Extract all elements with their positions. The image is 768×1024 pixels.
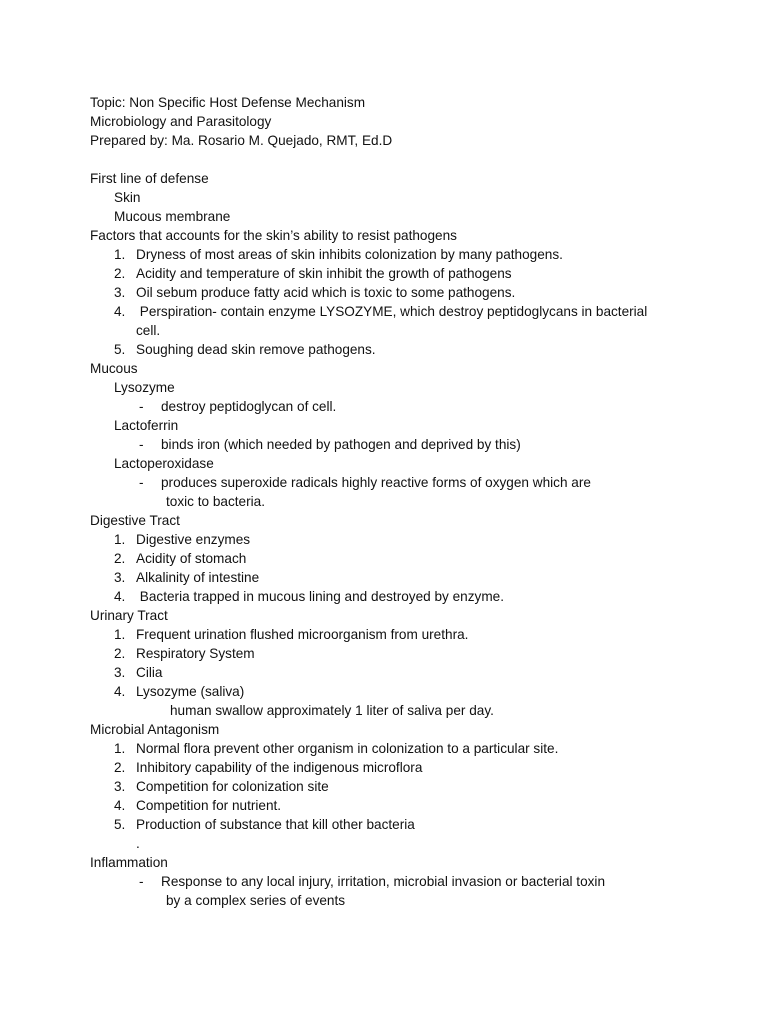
inflammation-desc bbox=[139, 872, 605, 891]
list-item bbox=[114, 663, 162, 682]
list-number: 2. bbox=[114, 646, 126, 661]
mucous-heading: Mucous bbox=[90, 361, 138, 376]
list-text: Oil sebum produce fatty acid which is toxic to some pathogens. bbox=[136, 285, 516, 300]
lactoferrin-label: Lactoferrin bbox=[114, 418, 179, 433]
skin-factors-heading: Factors that accounts for the skin’s ability to resist pathogens bbox=[90, 228, 457, 243]
desc-text: produces superoxide radicals highly reactive forms of oxygen which are bbox=[161, 475, 591, 490]
list-item bbox=[114, 796, 281, 815]
bullet-dash: - bbox=[139, 874, 144, 889]
lactoperoxidase-continuation: toxic to bacteria. bbox=[166, 494, 265, 509]
list-text: Acidity of stomach bbox=[136, 551, 247, 566]
list-item-continuation: cell. bbox=[136, 323, 161, 338]
inflammation-continuation: by a complex series of events bbox=[166, 893, 346, 908]
list-number: 2. bbox=[114, 760, 126, 775]
list-number: 3. bbox=[114, 570, 126, 585]
saliva-note: human swallow approximately 1 liter of saliva per day. bbox=[170, 703, 494, 718]
desc-text: binds iron (which needed by pathogen and deprived by this) bbox=[161, 437, 521, 452]
list-number: 4. bbox=[114, 798, 126, 813]
desc-text: destroy peptidoglycan of cell. bbox=[161, 399, 337, 414]
list-number: 3. bbox=[114, 665, 126, 680]
list-number: 5. bbox=[114, 342, 126, 357]
list-item bbox=[114, 587, 504, 606]
list-text: Soughing dead skin remove pathogens. bbox=[136, 342, 376, 357]
list-text: Acidity and temperature of skin inhibit the growth of pathogens bbox=[136, 266, 512, 281]
bullet-dash: - bbox=[139, 399, 144, 414]
list-item bbox=[114, 815, 415, 834]
list-text: Digestive enzymes bbox=[136, 532, 251, 547]
list-item bbox=[114, 644, 255, 663]
list-text: Frequent urination flushed microorganism from urethra. bbox=[136, 627, 469, 642]
prepared-by-line: Prepared by: Ma. Rosario M. Quejado, RMT, Ed.D bbox=[90, 133, 393, 148]
subject-line: Microbiology and Parasitology bbox=[90, 114, 272, 129]
list-number: 1. bbox=[114, 741, 126, 756]
lactoperoxidase-desc bbox=[139, 473, 591, 492]
trailing-dot: . bbox=[136, 836, 140, 851]
list-item bbox=[114, 568, 259, 587]
list-number: 4. bbox=[114, 304, 126, 319]
list-number: 4. bbox=[114, 684, 126, 699]
bullet-dash: - bbox=[139, 475, 144, 490]
list-text: Lysozyme (saliva) bbox=[136, 684, 245, 699]
lysozyme-label: Lysozyme bbox=[114, 380, 175, 395]
list-number: 3. bbox=[114, 779, 126, 794]
list-text: Perspiration- contain enzyme LYSOZYME, which destroy peptidoglycans in bacterial bbox=[136, 304, 648, 319]
list-item bbox=[114, 682, 244, 701]
list-number: 4. bbox=[114, 589, 126, 604]
antagonism-heading: Microbial Antagonism bbox=[90, 722, 220, 737]
first-line-heading: First line of defense bbox=[90, 171, 209, 186]
list-item bbox=[114, 739, 558, 758]
list-text: Production of substance that kill other bacteria bbox=[136, 817, 415, 832]
list-number: 5. bbox=[114, 817, 126, 832]
list-item bbox=[114, 549, 246, 568]
list-item bbox=[114, 340, 376, 359]
list-number: 2. bbox=[114, 266, 126, 281]
list-text: Competition for nutrient. bbox=[136, 798, 282, 813]
first-line-item-skin: Skin bbox=[114, 190, 141, 205]
list-text: Respiratory System bbox=[136, 646, 255, 661]
list-text: Inhibitory capability of the indigenous microflora bbox=[136, 760, 423, 775]
desc-text: Response to any local injury, irritation, microbial invasion or bacterial toxin bbox=[161, 874, 606, 889]
list-item bbox=[114, 625, 468, 644]
list-text: Normal flora prevent other organism in colonization to a particular site. bbox=[136, 741, 559, 756]
list-text: Dryness of most areas of skin inhibits colonization by many pathogens. bbox=[136, 247, 563, 262]
digestive-heading: Digestive Tract bbox=[90, 513, 180, 528]
lysozyme-desc bbox=[139, 397, 336, 416]
list-item bbox=[114, 530, 250, 549]
lactoperoxidase-label: Lactoperoxidase bbox=[114, 456, 214, 471]
list-item bbox=[114, 777, 329, 796]
list-item bbox=[114, 245, 563, 264]
lactoferrin-desc bbox=[139, 435, 521, 454]
list-number: 2. bbox=[114, 551, 126, 566]
inflammation-heading: Inflammation bbox=[90, 855, 168, 870]
list-item bbox=[114, 758, 422, 777]
list-number: 1. bbox=[114, 247, 126, 262]
list-number: 1. bbox=[114, 627, 126, 642]
list-text: Bacteria trapped in mucous lining and destroyed by enzyme. bbox=[136, 589, 504, 604]
list-text: Alkalinity of intestine bbox=[136, 570, 260, 585]
bullet-dash: - bbox=[139, 437, 144, 452]
list-text: Cilia bbox=[136, 665, 163, 680]
list-item bbox=[114, 283, 515, 302]
list-number: 1. bbox=[114, 532, 126, 547]
topic-line: Topic: Non Specific Host Defense Mechanism bbox=[90, 95, 366, 110]
list-item bbox=[114, 302, 647, 321]
list-text: Competition for colonization site bbox=[136, 779, 329, 794]
list-number: 3. bbox=[114, 285, 126, 300]
urinary-heading: Urinary Tract bbox=[90, 608, 168, 623]
list-item bbox=[114, 264, 512, 283]
first-line-item-mucous: Mucous membrane bbox=[114, 209, 231, 224]
